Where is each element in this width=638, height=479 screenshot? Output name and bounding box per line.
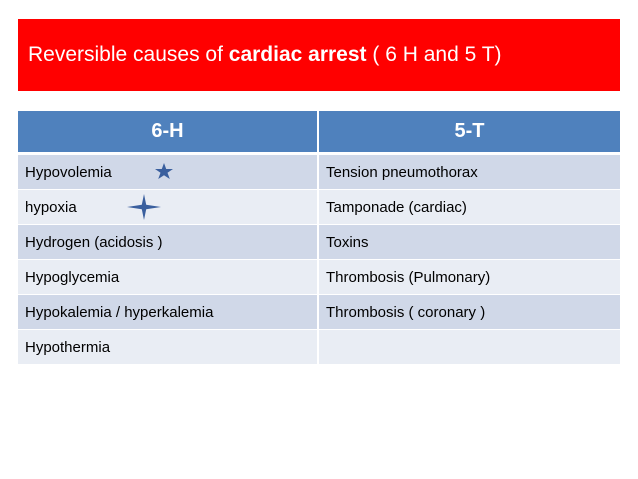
table-row	[18, 330, 620, 365]
title-bold: cardiac arrest	[228, 43, 367, 66]
cell-h: Hypothermia	[18, 330, 318, 365]
table-row	[18, 190, 620, 225]
cell-t: Thrombosis ( coronary )	[318, 295, 620, 330]
cell-t: Tamponade (cardiac)	[318, 190, 620, 225]
cell-h: Hypokalemia / hyperkalemia	[18, 295, 318, 330]
cell-h-text: Hypovolemia	[25, 163, 112, 181]
cell-t	[318, 330, 620, 365]
slide-title	[28, 43, 502, 67]
header-5t: 5-T	[318, 111, 620, 154]
cell-h	[18, 154, 318, 190]
four-point-star-icon	[127, 194, 161, 220]
cell-h	[18, 190, 318, 225]
causes-table	[18, 111, 620, 364]
title-prefix: Reversible causes of	[28, 43, 229, 66]
cell-t: Toxins	[318, 225, 620, 260]
cell-h: Hydrogen (acidosis )	[18, 225, 318, 260]
table-row	[18, 225, 620, 260]
header-6h: 6-H	[18, 111, 318, 154]
cell-h: Hypoglycemia	[18, 260, 318, 295]
five-point-star-icon	[153, 162, 175, 180]
cell-t: Thrombosis (Pulmonary)	[318, 260, 620, 295]
cell-t: Tension pneumothorax	[318, 154, 620, 190]
title-suffix: ( 6 H and 5 T)	[366, 43, 502, 66]
table-header-row	[18, 111, 620, 154]
title-bar	[18, 19, 620, 91]
table-row	[18, 295, 620, 330]
table-row	[18, 260, 620, 295]
table-row	[18, 154, 620, 190]
cell-h-text: hypoxia	[25, 198, 77, 216]
